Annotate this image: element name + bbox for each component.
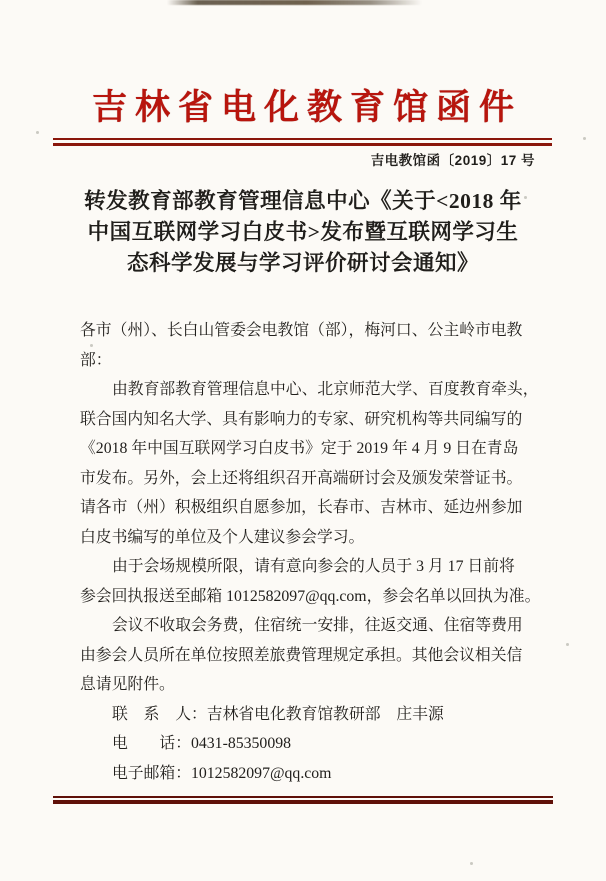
body-line: 由参会人员所在单位按照差旅费管理规定承担。其他会议相关信 [80, 646, 523, 664]
scan-speck [566, 643, 569, 646]
scan-edge-artifact [167, 0, 422, 5]
body-line: 会议不收取会务费，住宿统一安排，往返交通、住宿等费用 [112, 617, 523, 634]
document-body [80, 316, 560, 788]
subject-line: 转发教育部教育管理信息中心《关于<2018 年 [84, 189, 522, 213]
scan-speck [36, 131, 39, 134]
contact-phone-line: 电 话：0431-85350098 [112, 735, 292, 752]
document-number: 吉电教馆函〔2019〕17 号 [370, 153, 535, 168]
body-line-salutation: 部： [80, 351, 112, 369]
body-line: 由于会场规模所限，请有意向参会的人员于 3 月 17 日前将 [112, 558, 515, 575]
body-line: 《2018 年中国互联网学习白皮书》定于 2019 年 4 月 9 日在青岛 [80, 440, 519, 457]
contact-person-line: 联 系 人：吉林省电化教育馆教研部 庄丰源 [112, 705, 444, 723]
scan-speck [90, 344, 93, 347]
body-line: 由教育部教育管理信息中心、北京师范大学、百度教育牵头， [112, 381, 539, 398]
subject-line: 态科学发展与学习评价研讨会通知》 [126, 251, 479, 275]
letterhead-title: 吉林省电化教育馆函件 [91, 88, 522, 127]
body-line: 息请见附件。 [80, 676, 175, 693]
scan-speck [583, 137, 586, 140]
document-subject [30, 186, 576, 279]
footer-divider-rule [53, 796, 553, 804]
contact-email-line: 电子邮箱：1012582097@qq.com [112, 764, 332, 782]
body-line: 白皮书编写的单位及个人建议参会学习。 [80, 528, 365, 546]
header-divider-rule [53, 138, 552, 146]
subject-line: 中国互联网学习白皮书>发布暨互联网学习生 [87, 220, 519, 244]
scan-speck [524, 196, 527, 199]
body-line-salutation: 各市（州）、长白山管委会电教馆（部），梅河口、公主岭市电教 [80, 322, 523, 339]
body-line: 联合国内知名大学、具有影响力的专家、研究机构等共同编写的 [80, 410, 523, 428]
body-line: 市发布。另外，会上还将组织召开高端研讨会及颁发荣誉证书。 [80, 469, 523, 487]
body-line: 参会回执报送至邮箱 1012582097@qq.com，参会名单以回执为准。 [80, 587, 541, 605]
scan-speck [470, 862, 473, 865]
body-line: 请各市（州）积极组织自愿参加，长春市、吉林市、延边州参加 [80, 499, 523, 516]
